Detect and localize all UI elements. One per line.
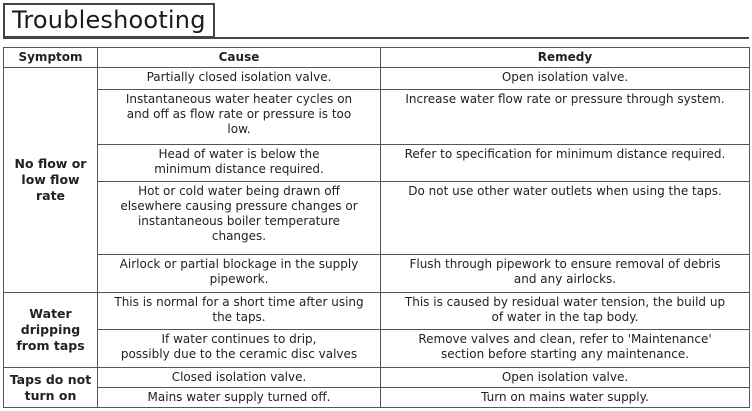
cause-cell: This is normal for a short time after using the taps. (98, 292, 381, 330)
remedy-cell: Open isolation valve. (381, 368, 750, 387)
symptom-cell: Taps do not turn on (4, 368, 98, 408)
header-symptom: Symptom (4, 48, 98, 68)
header-cause: Cause (98, 48, 381, 68)
table-row (4, 144, 750, 182)
remedy-cell: This is caused by residual water tension, the build up of water in the tap body. (381, 292, 750, 330)
symptom-cell: No flow or low flow rate (4, 68, 98, 293)
cause-cell: Airlock or partial blockage in the supply pipework. (98, 254, 381, 292)
remedy-cell: Turn on mains water supply. (381, 387, 750, 408)
cause-cell: Partially closed isolation valve. (98, 68, 381, 90)
remedy-cell: Open isolation valve. (381, 68, 750, 90)
table-row (4, 330, 750, 368)
table-row (4, 90, 750, 144)
table-row (4, 387, 750, 408)
remedy-cell: Flush through pipework to ensure removal of debris and any airlocks. (381, 254, 750, 292)
cause-cell: Instantaneous water heater cycles on and off as flow rate or pressure is too low. (98, 90, 381, 144)
cause-cell: If water continues to drip, possibly due to the ceramic disc valves (98, 330, 381, 368)
troubleshooting-table (3, 47, 750, 408)
remedy-cell: Increase water flow rate or pressure through system. (381, 90, 750, 144)
table-row (4, 254, 750, 292)
cause-cell: Head of water is below the minimum distance required. (98, 144, 381, 182)
table-row (4, 368, 750, 387)
remedy-cell: Refer to specification for minimum distance required. (381, 144, 750, 182)
symptom-cell: Water dripping from taps (4, 292, 98, 368)
cause-cell: Closed isolation valve. (98, 368, 381, 387)
cause-cell: Hot or cold water being drawn off elsewhere causing pressure changes or instantaneous boiler temperature changes. (98, 182, 381, 254)
table-row (4, 182, 750, 254)
header-remedy: Remedy (381, 48, 750, 68)
table-row (4, 292, 750, 330)
table-row (4, 68, 750, 90)
title-rule (3, 37, 749, 39)
remedy-cell: Remove valves and clean, refer to 'Maintenance' section before starting any maintenance. (381, 330, 750, 368)
header-row (4, 48, 750, 68)
remedy-cell: Do not use other water outlets when using the taps. (381, 182, 750, 254)
cause-cell: Mains water supply turned off. (98, 387, 381, 408)
title-box (3, 3, 215, 38)
page-title: Troubleshooting (12, 6, 206, 34)
